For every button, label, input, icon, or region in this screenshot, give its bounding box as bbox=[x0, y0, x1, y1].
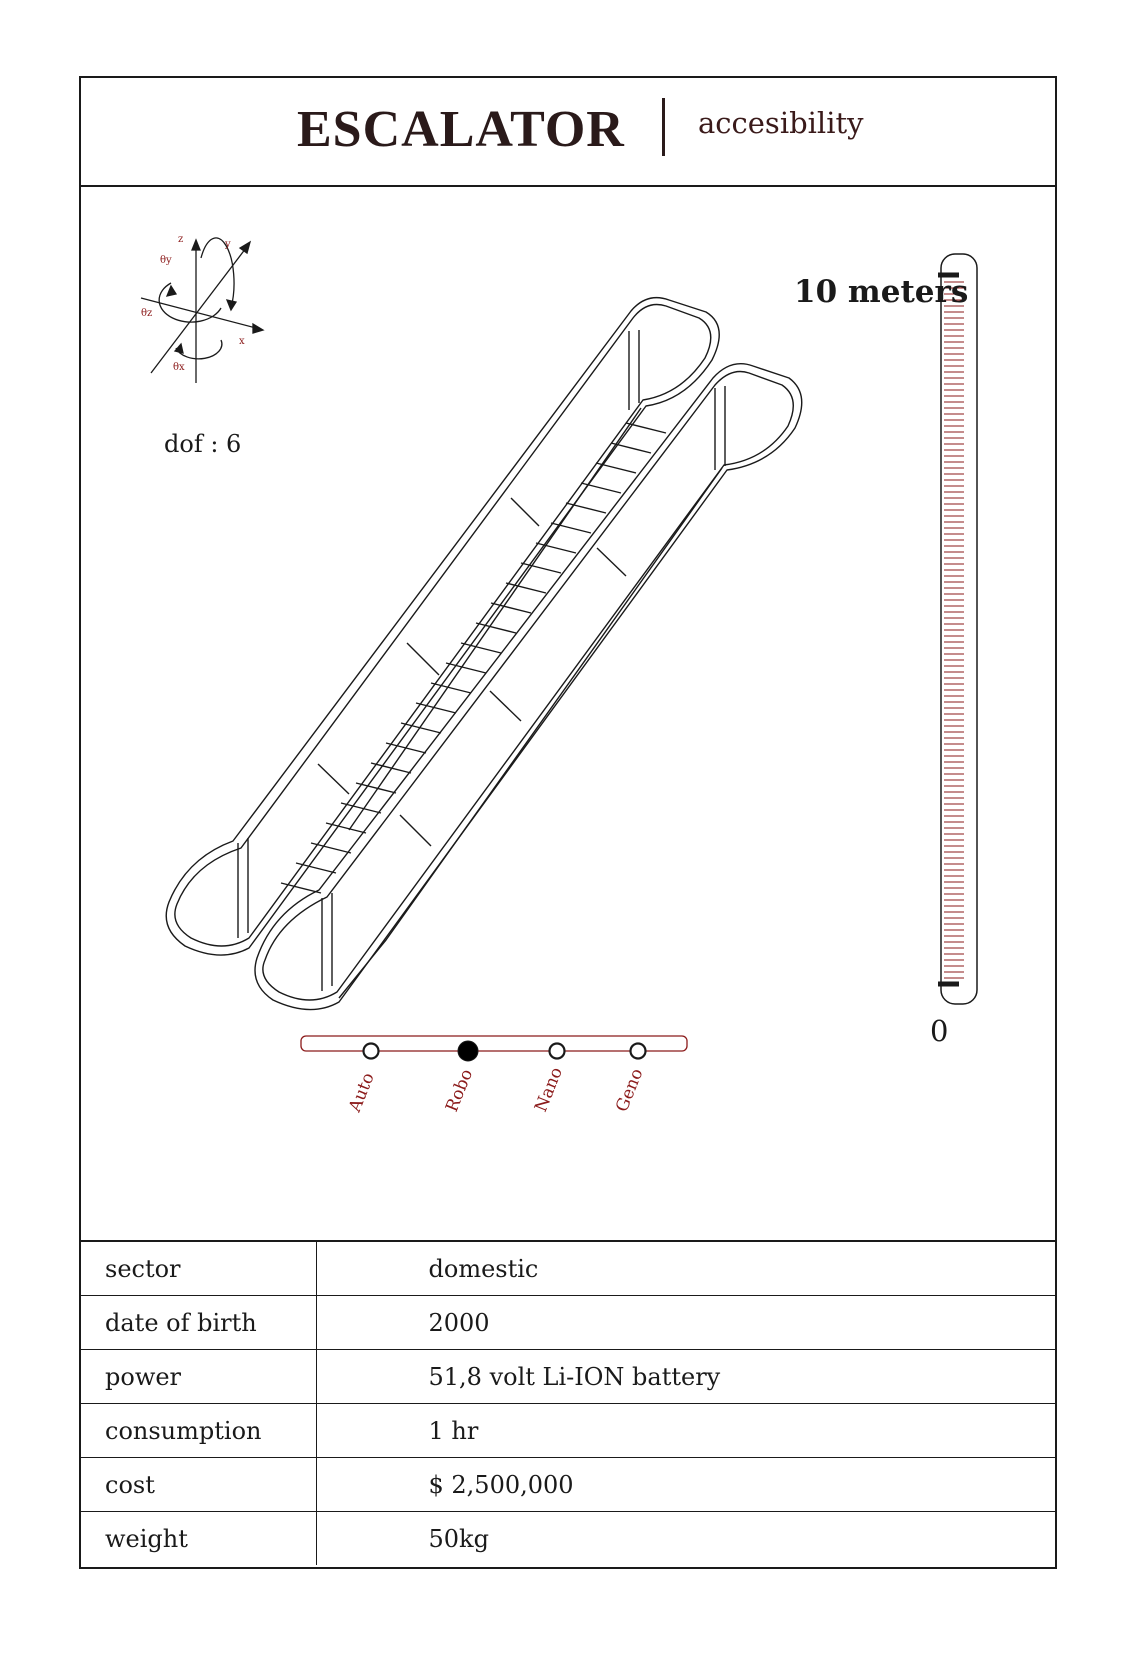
slider-knob[interactable] bbox=[364, 1044, 379, 1059]
spec-row bbox=[81, 1512, 1055, 1566]
truss-lower-edge bbox=[339, 468, 722, 998]
step bbox=[296, 863, 336, 873]
spec-key: sector bbox=[81, 1241, 316, 1296]
slider-knob[interactable] bbox=[631, 1044, 646, 1059]
y-axis-arrow bbox=[240, 242, 250, 253]
spec-row bbox=[81, 1350, 1055, 1404]
slider-option-label: Geno bbox=[612, 1065, 648, 1115]
step bbox=[581, 483, 621, 493]
slider-option-nano[interactable] bbox=[531, 1044, 567, 1115]
truss-brace-2 bbox=[597, 548, 626, 576]
truss-brace-4 bbox=[490, 691, 521, 721]
specs-table bbox=[81, 1240, 1055, 1565]
spec-value: 50kg bbox=[316, 1512, 1055, 1566]
right-balustrade-inner bbox=[263, 372, 793, 1001]
step bbox=[326, 823, 366, 833]
slider-track bbox=[301, 1036, 687, 1051]
spec-key: cost bbox=[81, 1458, 316, 1512]
height-scale bbox=[938, 254, 977, 1004]
truss-upper-edge bbox=[349, 408, 641, 830]
left-balustrade-inner bbox=[175, 305, 711, 947]
spec-key: date of birth bbox=[81, 1296, 316, 1350]
spec-value: 1 hr bbox=[316, 1404, 1055, 1458]
x-axis-label: x bbox=[239, 336, 245, 347]
theta-x-label: θx bbox=[173, 362, 185, 373]
truss-brace-1 bbox=[511, 498, 539, 526]
slider-option-label: Robo bbox=[442, 1066, 478, 1115]
theta-z-label: θz bbox=[141, 308, 153, 319]
spec-value: domestic bbox=[316, 1241, 1055, 1296]
step bbox=[491, 603, 531, 613]
step bbox=[626, 423, 666, 433]
slider-option-geno[interactable] bbox=[612, 1044, 647, 1115]
scale-ticks bbox=[944, 282, 964, 978]
escalator-steps bbox=[281, 423, 666, 893]
step bbox=[386, 743, 426, 753]
step bbox=[281, 883, 321, 893]
escalator-drawing bbox=[166, 298, 802, 1010]
x-axis-line bbox=[141, 298, 256, 328]
illustration-canvas bbox=[81, 78, 1055, 1238]
scale-top-label: 10 meters bbox=[794, 274, 969, 310]
spec-value: $ 2,500,000 bbox=[316, 1458, 1055, 1512]
spec-value: 2000 bbox=[316, 1296, 1055, 1350]
z-axis-label: z bbox=[178, 234, 184, 245]
truss-brace-6 bbox=[400, 815, 431, 846]
spec-row bbox=[81, 1296, 1055, 1350]
slider-option-label: Auto bbox=[345, 1070, 379, 1115]
spec-row bbox=[81, 1241, 1055, 1296]
truss-brace-3 bbox=[407, 643, 439, 675]
rotation-arrow-2 bbox=[167, 286, 176, 296]
step bbox=[596, 463, 636, 473]
spec-key: consumption bbox=[81, 1404, 316, 1458]
rotation-arc-x bbox=[176, 340, 222, 359]
page-title: ESCALATOR bbox=[297, 101, 625, 158]
truss-brace-5 bbox=[318, 764, 349, 794]
spec-card bbox=[79, 76, 1057, 1569]
page-subtitle: accesibility bbox=[698, 106, 864, 140]
y-axis-label: y bbox=[225, 239, 231, 250]
spec-row bbox=[81, 1458, 1055, 1512]
slider-knob[interactable] bbox=[550, 1044, 565, 1059]
step bbox=[371, 763, 411, 773]
left-balustrade-outline bbox=[166, 298, 719, 955]
spec-value: 51,8 volt Li-ION battery bbox=[316, 1350, 1055, 1404]
slider-option-label: Nano bbox=[531, 1064, 567, 1115]
scale-bottom-label: 0 bbox=[930, 1014, 949, 1048]
category-slider[interactable] bbox=[301, 1036, 687, 1116]
slider-knob-selected[interactable] bbox=[458, 1041, 478, 1061]
y-axis-line bbox=[151, 248, 246, 373]
step bbox=[476, 623, 516, 633]
step bbox=[611, 443, 651, 453]
x-axis-arrow bbox=[253, 324, 263, 333]
spec-key: power bbox=[81, 1350, 316, 1404]
spec-key: weight bbox=[81, 1512, 316, 1566]
z-axis-arrow bbox=[192, 240, 200, 250]
rotation-arrow-1 bbox=[227, 300, 236, 310]
slider-option-auto[interactable] bbox=[345, 1044, 379, 1116]
slider-options bbox=[345, 1041, 648, 1116]
step bbox=[311, 843, 351, 853]
slider-option-robo[interactable] bbox=[442, 1041, 478, 1115]
dof-label: dof : 6 bbox=[164, 430, 242, 458]
spec-row bbox=[81, 1404, 1055, 1458]
theta-y-label: θy bbox=[160, 255, 172, 266]
